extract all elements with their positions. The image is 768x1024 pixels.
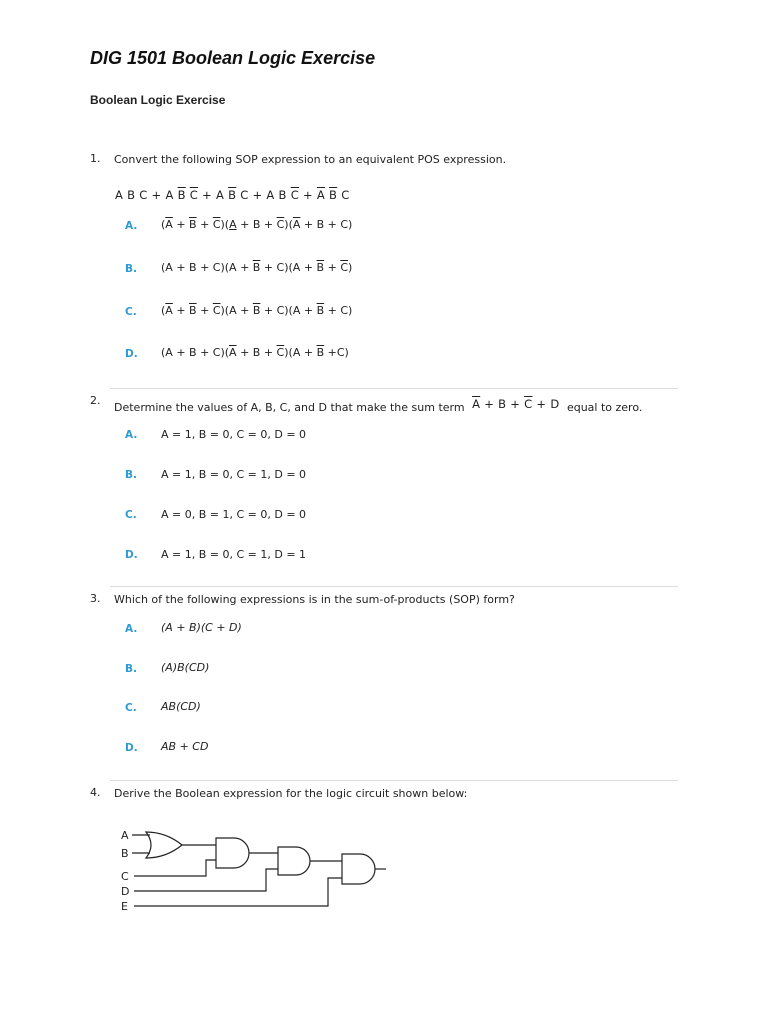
input-label-a: A: [121, 829, 129, 842]
question-text: [114, 397, 643, 414]
sop-expression: A B C + A $\overline{B}$ $\overline{C} + A$ $\overline{B}$ C + A B $\overline{C} + \overline{A}$ $\overline{B}$ C: [115, 188, 350, 202]
option-text[interactable]: AB(CD): [161, 700, 201, 713]
question-number: 4.: [90, 786, 101, 799]
option-text[interactable]: $(A + B + C)(\overline{A} + B + \overline{C})(A + \overline{B} +C)$: [161, 346, 349, 359]
option-text[interactable]: A = 1, B = 0, C = 1, D = 0: [161, 468, 307, 481]
option-text[interactable]: AB + CD: [161, 740, 209, 753]
input-label-c: C: [121, 870, 129, 883]
option-letter[interactable]: B.: [125, 469, 137, 481]
input-label-b: B: [121, 847, 129, 860]
question-text-before: Determine the values of A, B, C, and D that make the sum term: [114, 401, 465, 414]
option-text[interactable]: $(A + B + C)(A + \overline{B} + C)(A + \overline{B} + \overline{C})$: [161, 261, 353, 274]
document-title: DIG 1501 Boolean Logic Exercise: [90, 48, 376, 68]
option-text[interactable]: $(\overline{A} + \overline{B} + \overline{C})(A + \overline{B} + C)(A + \overline{B} + C)$: [161, 304, 353, 317]
option-letter[interactable]: C.: [125, 509, 137, 521]
question-number: 3.: [90, 592, 101, 605]
separator: [110, 586, 678, 587]
option-text[interactable]: A = 1, B = 0, C = 0, D = 0: [161, 428, 307, 441]
separator: [110, 780, 678, 781]
question-number: 2.: [90, 394, 101, 407]
question-number: 1.: [90, 152, 101, 165]
or-gate: [146, 832, 182, 858]
and-gate-1: [216, 838, 249, 868]
option-text[interactable]: A = 0, B = 1, C = 0, D = 0: [161, 508, 307, 521]
option-letter[interactable]: C.: [125, 306, 137, 318]
question-text: Derive the Boolean expression for the logic circuit shown below:: [114, 787, 468, 800]
logic-circuit-diagram: [110, 822, 400, 922]
input-label-d: D: [121, 885, 130, 898]
option-letter[interactable]: D.: [125, 742, 138, 754]
document-subtitle: Boolean Logic Exercise: [90, 93, 226, 107]
option-text[interactable]: A = 1, B = 0, C = 1, D = 1: [161, 548, 307, 561]
wire-e: [134, 878, 342, 906]
question-text: Which of the following expressions is in the sum-of-products (SOP) form?: [114, 593, 515, 606]
wire-c: [134, 860, 216, 876]
option-letter[interactable]: B.: [125, 263, 137, 275]
option-letter[interactable]: C.: [125, 702, 137, 714]
option-text[interactable]: (A)B(CD): [161, 661, 210, 674]
option-letter[interactable]: D.: [125, 348, 138, 360]
option-letter[interactable]: D.: [125, 549, 138, 561]
option-text[interactable]: $(\overline{A} + \overline{B} + \overline{C})(A + B + \overline{C})(\overline{A} + B + C)$: [161, 218, 353, 231]
and-gate-3: [342, 854, 375, 884]
option-letter[interactable]: A.: [125, 429, 138, 441]
question-text-after: equal to zero.: [566, 401, 643, 414]
separator: [110, 388, 678, 389]
question-text: Convert the following SOP expression to an equivalent POS expression.: [114, 153, 507, 166]
option-letter[interactable]: A.: [125, 623, 138, 635]
sum-term-expression: $\overline{A} + B + \overline{C} + D$: [472, 397, 564, 411]
option-text[interactable]: (A + B)(C + D): [161, 621, 242, 634]
and-gate-2: [278, 847, 310, 875]
option-letter[interactable]: B.: [125, 663, 137, 675]
option-letter[interactable]: A.: [125, 220, 138, 232]
input-label-e: E: [121, 900, 128, 913]
